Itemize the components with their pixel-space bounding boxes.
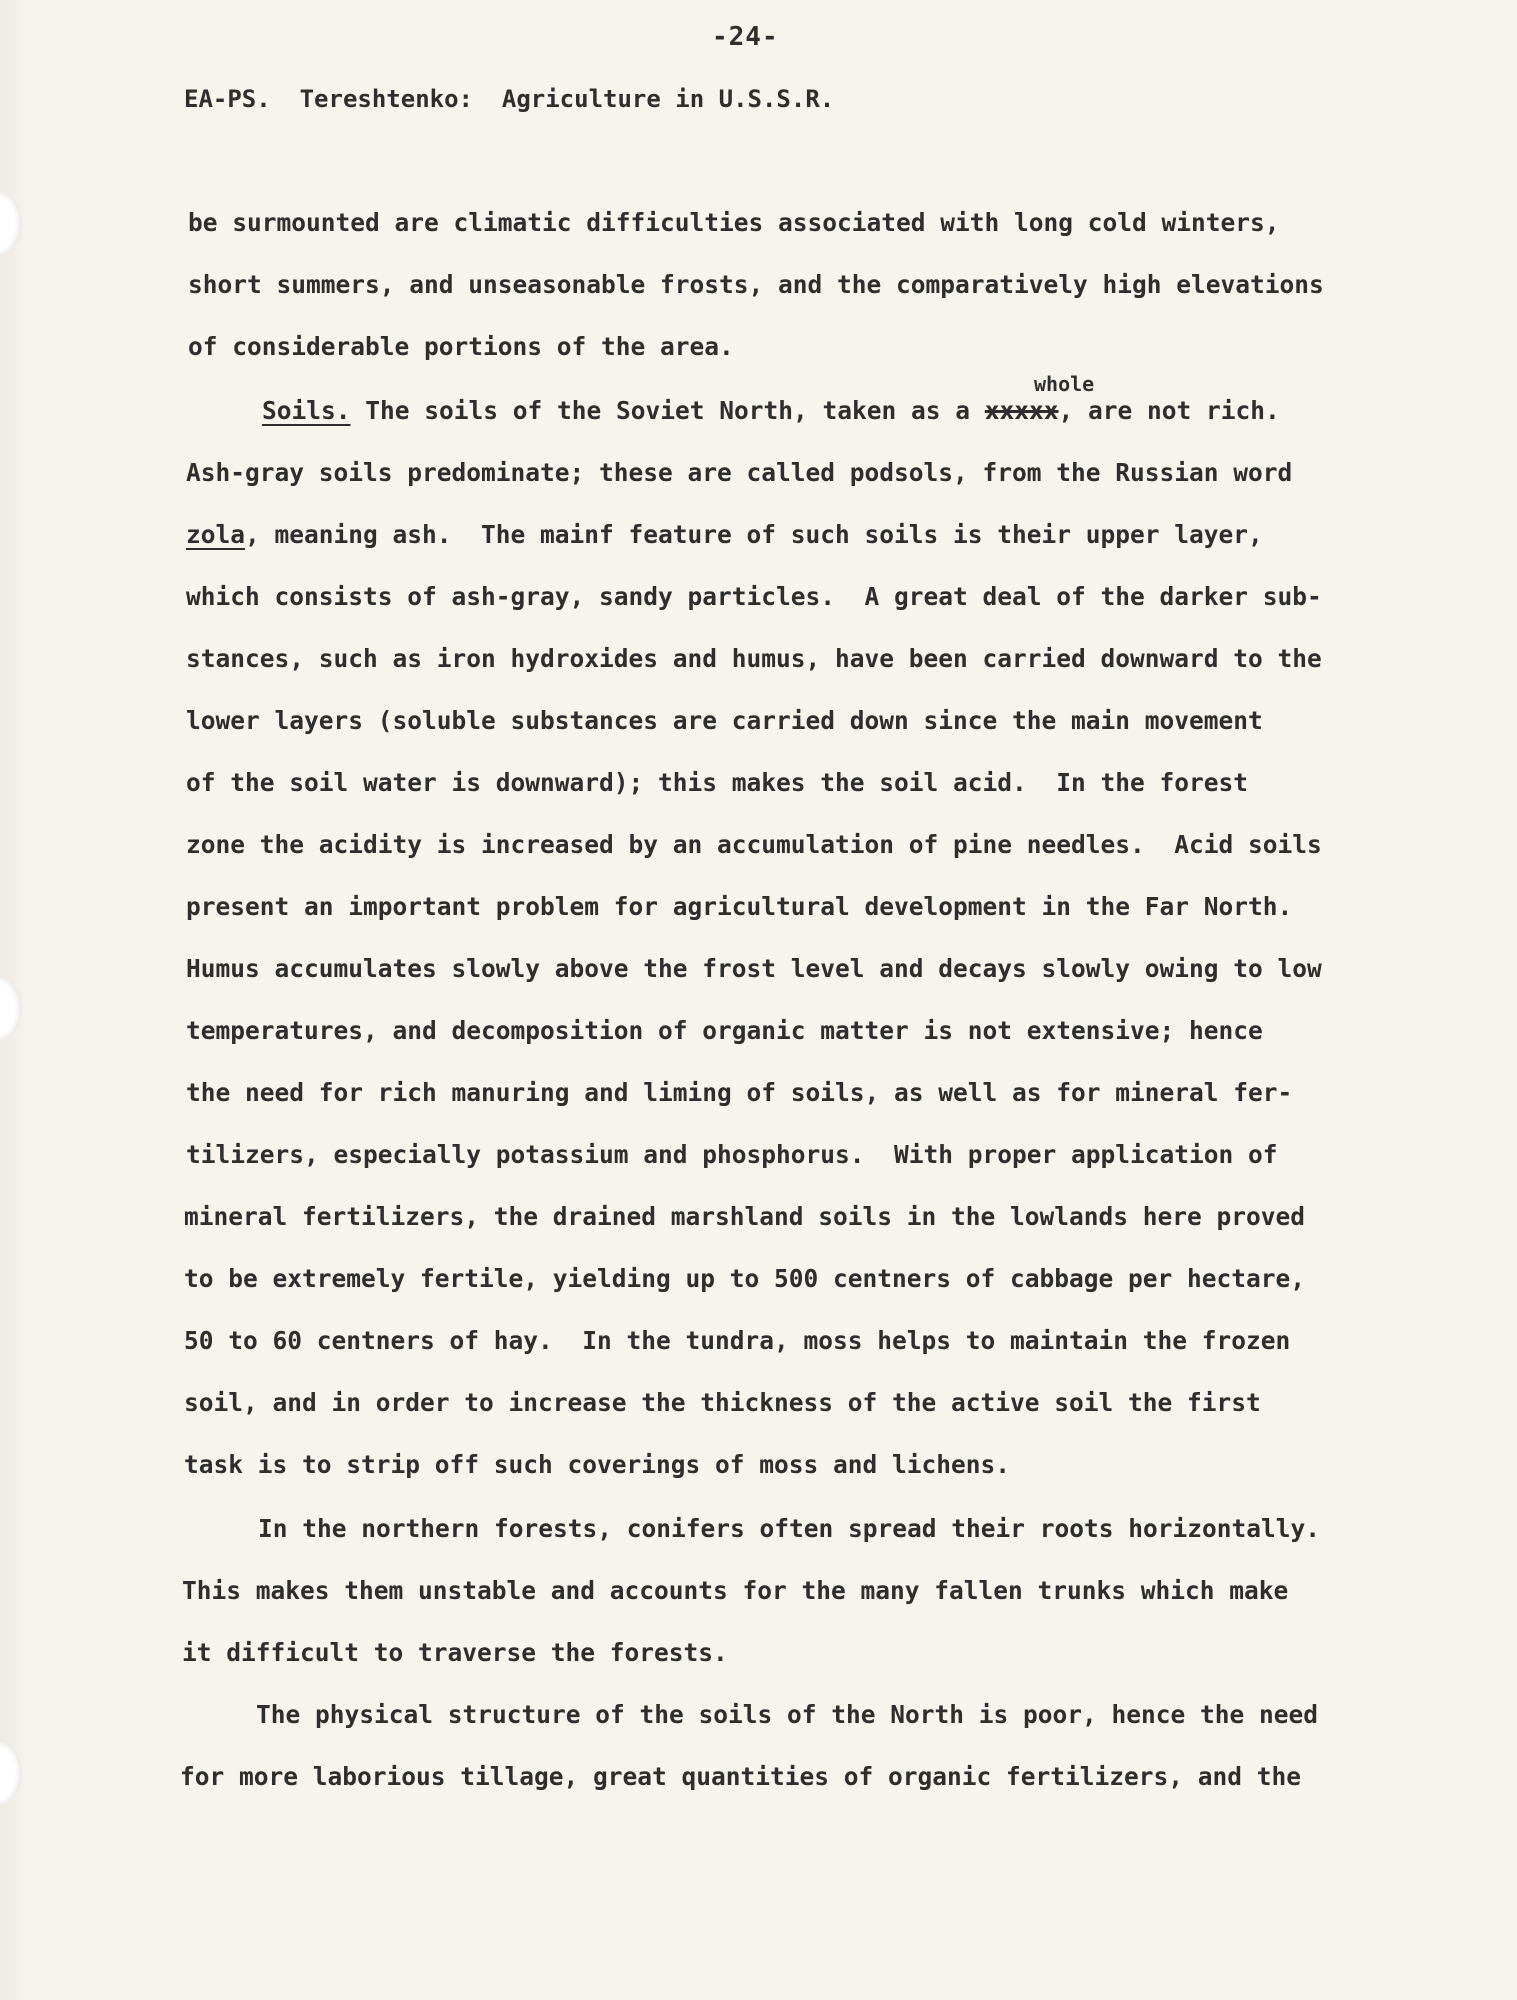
paragraph-2-line-15: to be extremely fertile, yielding up to 500 centners of cabbage per hectare, [184,1264,1306,1293]
punch-hole-bottom [0,1742,22,1804]
paragraph-2-line-1-text: The soils of the Soviet North, taken as a [350,396,985,425]
paragraph-1-line-1: be surmounted are climatic difficulties associated with long cold winters, [188,208,1280,237]
paragraph-2-line-3-text: , meaning ash. The mainf feature of such soils is their upper layer, [245,520,1263,549]
handwritten-insertion: whole [1034,372,1095,396]
punch-hole-top [0,192,22,254]
paragraph-2-line-7: of the soil water is downward); this makes the soil acid. In the forest [186,768,1249,797]
paragraph-1-line-3: of considerable portions of the area. [188,332,734,361]
paragraph-4-line-1: The physical structure of the soils of the North is poor, hence the need [256,1700,1319,1729]
paragraph-2-line-1-end: , are not rich. [1058,396,1280,425]
struck-out-word: xxxxx [984,396,1059,425]
paragraph-2-line-6: lower layers (soluble substances are carried down since the main movement [186,706,1263,735]
running-header: EA-PS. Tereshtenko: Agriculture in U.S.S.R. [184,85,835,113]
paragraph-2-line-1 [262,396,1280,426]
term-zola: zola [186,520,246,549]
paragraph-3-line-1: In the northern forests, conifers often spread their roots horizontally. [258,1514,1321,1543]
soils-heading: Soils. [262,396,351,425]
paragraph-2-line-4: which consists of ash-gray, sandy particles. A great deal of the darker sub- [186,582,1322,611]
page-number: -24- [712,22,779,52]
paragraph-2-line-10: Humus accumulates slowly above the frost level and decays slowly owing to low [186,954,1322,983]
paragraph-2-line-17: soil, and in order to increase the thickness of the active soil the first [184,1388,1261,1417]
paragraph-2-line-18: task is to strip off such coverings of moss and lichens. [184,1450,1011,1479]
paragraph-2-line-11: temperatures, and decomposition of organic matter is not extensive; hence [186,1016,1263,1045]
paragraph-2-line-13: tilizers, especially potassium and phosphorus. With proper application of [186,1140,1278,1169]
paragraph-4-line-2: for more laborious tillage, great quantities of organic fertilizers, and the [180,1762,1302,1791]
punch-hole-middle [0,978,22,1040]
paragraph-2-line-16: 50 to 60 centners of hay. In the tundra, moss helps to maintain the frozen [184,1326,1291,1355]
paragraph-1-line-2: short summers, and unseasonable frosts, and the comparatively high elevations [188,270,1324,299]
paragraph-2-line-14: mineral fertilizers, the drained marshland soils in the lowlands here proved [184,1202,1306,1231]
paragraph-2-line-5: stances, such as iron hydroxides and humus, have been carried downward to the [186,644,1322,673]
paragraph-2-line-9: present an important problem for agricultural development in the Far North. [186,892,1293,921]
paragraph-2-line-8: zone the acidity is increased by an accumulation of pine needles. Acid soils [186,830,1322,859]
paragraph-3-line-3: it difficult to traverse the forests. [182,1638,728,1667]
paragraph-3-line-2: This makes them unstable and accounts for the many fallen trunks which make [182,1576,1289,1605]
paragraph-2-line-3 [186,520,1263,550]
paragraph-2-line-12: the need for rich manuring and liming of soils, as well as for mineral fer- [186,1078,1293,1107]
paragraph-2-line-2: Ash-gray soils predominate; these are called podsols, from the Russian word [186,458,1293,487]
